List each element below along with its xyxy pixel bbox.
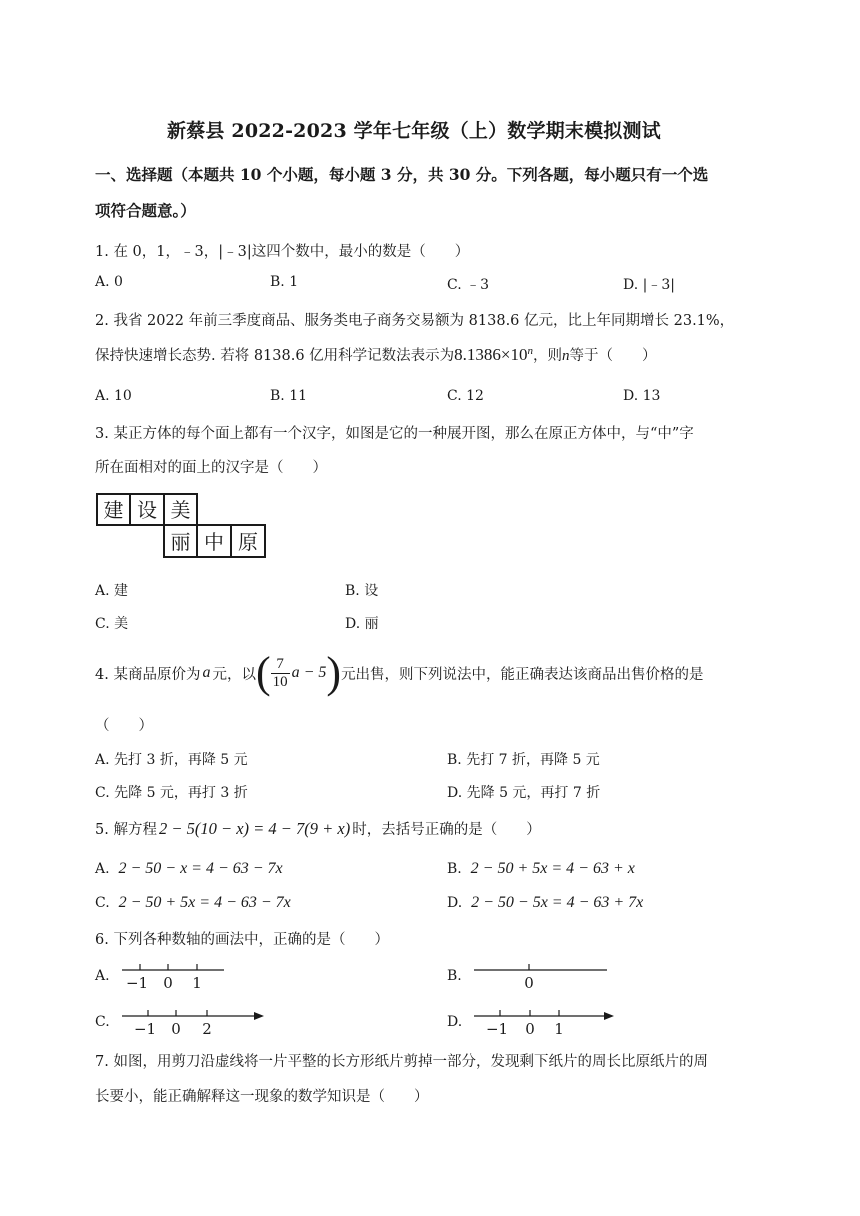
q2-exponent: n (527, 345, 534, 358)
q2-option-d: D. 13 (623, 388, 661, 404)
q5-prefix: 5. 解方程 (95, 822, 157, 838)
q2-text-before: 保持快速增长态势. 若将 8138.6 亿用科学记数法表示为 (95, 348, 455, 364)
axis-a-label-0: 0 (163, 974, 173, 992)
question-3-line2: 所在面相对的面上的汉字是（ ） (95, 460, 327, 476)
q4-option-c: C. 先降 5 元，再打 3 折 (95, 785, 248, 801)
q6-option-b-label: B. (447, 968, 462, 984)
q3-option-a: A. 建 (95, 583, 129, 599)
net-cell-she: 设 (137, 498, 157, 522)
axis-a-label-neg1: −1 (125, 974, 149, 992)
q4-option-d: D. 先降 5 元，再打 7 折 (447, 785, 601, 801)
section-header-line1: 一、选择题（本题共 10 个小题，每小题 3 分，共 30 分。下列各题，每小题只有一个选 (95, 165, 709, 184)
q5-option-c (95, 894, 291, 912)
q3-option-b: B. 设 (345, 583, 379, 599)
question-2-line1: 2. 我省 2022 年前三季度商品、服务类电子商务交易额为 8138.6 亿元，比上年同期增长 23.1%， (95, 313, 735, 329)
q5-option-d-expr: 2 − 50 − 5x = 4 − 63 + 7x (471, 894, 644, 911)
axis-arrow (604, 1012, 614, 1020)
q4-answer-paren: （ ） (95, 718, 153, 734)
question-4-line1 (95, 650, 704, 696)
q5-option-b-label: B. (447, 861, 462, 877)
q2-text-end: 等于（ ） (569, 348, 657, 364)
q6-axis-a (118, 960, 230, 994)
q1-option-c: C. ﹣3 (447, 277, 490, 293)
q5-option-a-label: A. (95, 861, 110, 877)
q6-option-a-label: A. (95, 968, 110, 984)
q6-option-d-label: D. (447, 1014, 463, 1030)
q6-axis-b (470, 960, 612, 994)
q4-left-paren: ( (255, 648, 271, 697)
axis-b-label-0: 0 (524, 974, 534, 992)
q4-suffix: 元出售，则下列说法中，能正确表达该商品出售价格的是 (341, 666, 704, 683)
q1-option-b: B. 1 (270, 274, 299, 290)
question-5-stem (95, 818, 541, 839)
q5-option-c-label: C. (95, 895, 110, 911)
net-cell-yuan: 原 (238, 530, 258, 554)
q1-option-a: A. 0 (95, 274, 123, 290)
axis-c-label-neg1: −1 (133, 1020, 157, 1038)
q5-suffix: 时，去括号正确的是（ ） (352, 822, 541, 838)
axis-arrow (254, 1012, 264, 1020)
q2-text-after: ，则 (533, 348, 563, 364)
q4-frac-denominator: 10 (272, 673, 288, 690)
cube-net-figure (95, 492, 270, 560)
q5-option-d (447, 894, 643, 912)
axis-c-label-2: 2 (202, 1020, 212, 1038)
question-7-line2: 长要小，能正确解释这一现象的数学知识是（ ） (95, 1089, 429, 1105)
q4-option-b: B. 先打 7 折，再降 5 元 (447, 752, 600, 768)
q4-expr-tail: a − 5 (291, 664, 327, 681)
q2-variable: n (562, 348, 570, 364)
q6-option-c-label: C. (95, 1014, 110, 1030)
question-7-line1: 7. 如图，用剪刀沿虚线将一片平整的长方形纸片剪掉一部分，发现剩下纸片的周长比原纸片的周 (95, 1054, 708, 1070)
axis-a-label-1: 1 (192, 974, 202, 992)
q5-equation: 2 − 5(10 − x) = 4 − 7(9 + x) (158, 819, 351, 838)
q3-option-c: C. 美 (95, 616, 129, 632)
axis-c-label-0: 0 (171, 1020, 181, 1038)
question-2-line2 (95, 344, 657, 365)
q6-axis-c (118, 1006, 268, 1040)
q5-option-b-expr: 2 − 50 + 5x = 4 − 63 + x (470, 860, 635, 877)
axis-d-label-neg1: −1 (485, 1020, 509, 1038)
q3-option-d: D. 丽 (345, 616, 379, 632)
net-cell-mei: 美 (170, 498, 191, 522)
q4-mid: 元，以 (212, 666, 256, 683)
q4-var-a: a (202, 664, 211, 681)
q4-fraction (271, 656, 290, 691)
q5-option-a (95, 860, 283, 878)
q4-frac-numerator: 7 (271, 656, 290, 674)
q5-option-b (447, 860, 635, 878)
q2-sci-notation: 8.1386×10 (454, 345, 528, 364)
q4-option-a: A. 先打 3 折，再降 5 元 (95, 752, 248, 768)
q5-option-d-label: D. (447, 895, 463, 911)
question-1-stem: 1. 在 0，1，﹣3，|﹣3|这四个数中，最小的数是（ ） (95, 244, 470, 260)
axis-d-label-0: 0 (525, 1020, 535, 1038)
q2-option-b: B. 11 (270, 388, 308, 404)
q4-prefix: 4. 某商品原价为 (95, 666, 201, 683)
q2-option-a: A. 10 (95, 388, 132, 404)
net-cell-li: 丽 (170, 530, 191, 554)
axis-d-label-1: 1 (554, 1020, 564, 1038)
q6-axis-d (470, 1006, 618, 1040)
q4-right-paren: ) (326, 648, 342, 697)
net-cell-zhong: 中 (204, 530, 224, 554)
q2-option-c: C. 12 (447, 388, 484, 404)
page-title: 新蔡县 2022-2023 学年七年级（上）数学期末模拟测试 (167, 120, 661, 142)
q1-option-d: D. |﹣3| (623, 277, 675, 293)
q5-option-a-expr: 2 − 50 − x = 4 − 63 − 7x (118, 860, 283, 877)
section-header-line2: 项符合题意。） (95, 201, 196, 220)
question-6-stem: 6. 下列各种数轴的画法中，正确的是（ ） (95, 932, 389, 948)
q5-option-c-expr: 2 − 50 + 5x = 4 − 63 − 7x (118, 894, 291, 911)
question-3-line1: 3. 某正方体的每个面上都有一个汉字，如图是它的一种展开图，那么在原正方体中，与“中”字 (95, 426, 694, 442)
net-cell-jian: 建 (103, 498, 124, 522)
